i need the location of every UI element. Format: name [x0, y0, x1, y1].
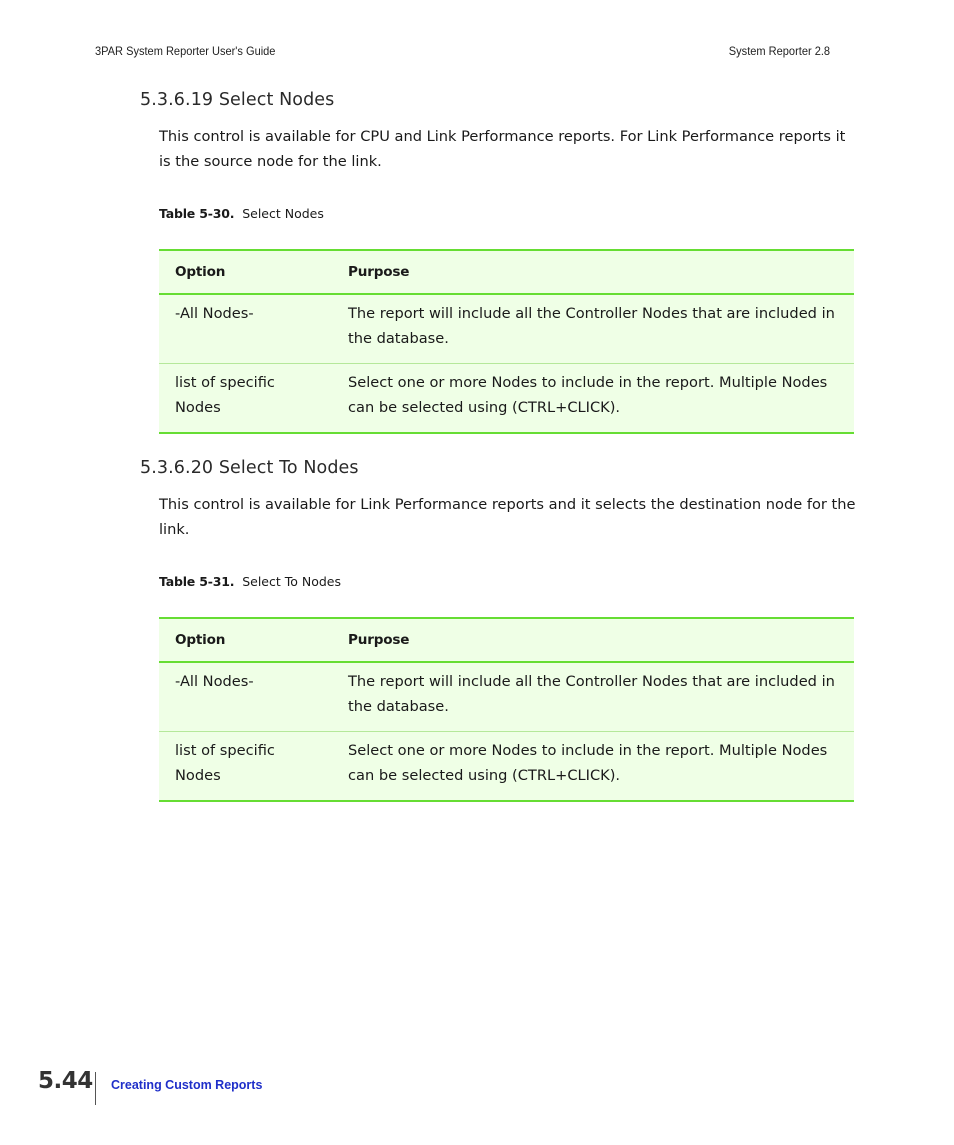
table-header-row: [159, 618, 854, 662]
option-cell: list of specific Nodes: [175, 742, 275, 784]
table-caption-label: Table 5-30.: [159, 206, 235, 221]
purpose-cell: The report will include all the Controller Nodes that are included in the database.: [332, 662, 854, 732]
table-row: [159, 732, 854, 802]
section-body-select-to-nodes: This control is available for Link Performance reports and it selects the destination node for the link.: [159, 496, 856, 538]
table-caption-title: Select To Nodes: [242, 574, 342, 589]
running-header-title: 3PAR System Reporter User's Guide: [95, 44, 276, 58]
table-row: [159, 662, 854, 732]
table-caption-label: Table 5-31.: [159, 574, 235, 589]
section-body-select-nodes: This control is available for CPU and Link Performance reports. For Link Performance reports it is the source node for the link.: [159, 128, 846, 170]
section-heading-select-to-nodes: 5.3.6.20 Select To Nodes: [140, 458, 359, 478]
column-header-option: Option: [159, 618, 332, 662]
running-header-version: System Reporter 2.8: [728, 44, 830, 58]
footer-divider: [95, 1072, 96, 1105]
purpose-cell: Select one or more Nodes to include in the report. Multiple Nodes can be selected using (CTRL+CLICK).: [348, 374, 828, 416]
select-nodes-table: [159, 249, 854, 434]
option-cell: -All Nodes-: [159, 662, 332, 732]
purpose-cell: Select one or more Nodes to include in the report. Multiple Nodes can be selected using (CTRL+CLICK).: [348, 742, 828, 784]
option-cell: -All Nodes-: [159, 294, 332, 364]
purpose-cell: The report will include all the Controller Nodes that are included in the database.: [332, 294, 854, 364]
column-header-purpose: Purpose: [332, 618, 854, 662]
table-row: [159, 294, 854, 364]
table-caption-5-30: [159, 206, 324, 221]
table-caption-5-31: [159, 574, 341, 589]
section-heading-select-nodes: 5.3.6.19 Select Nodes: [140, 90, 335, 110]
table-header-row: [159, 250, 854, 294]
table-row: [159, 364, 854, 434]
page-number: 5.44: [38, 1068, 93, 1094]
column-header-option: Option: [159, 250, 332, 294]
column-header-purpose: Purpose: [332, 250, 854, 294]
select-to-nodes-table: [159, 617, 854, 802]
chapter-link-creating-custom-reports[interactable]: Creating Custom Reports: [111, 1078, 263, 1092]
option-cell: list of specific Nodes: [175, 374, 275, 416]
table-caption-title: Select Nodes: [242, 206, 324, 221]
